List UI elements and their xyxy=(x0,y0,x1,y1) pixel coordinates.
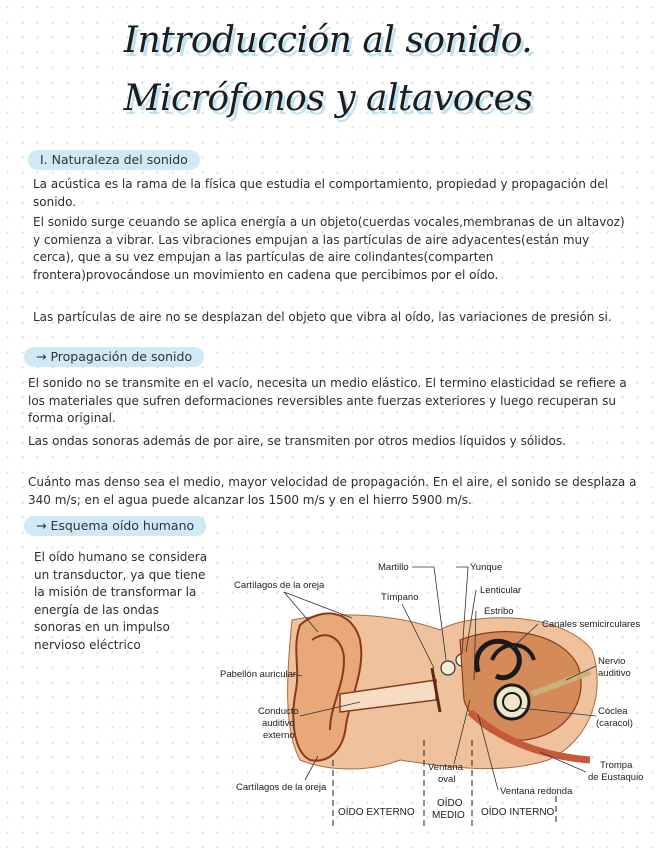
label-conducto-2: auditivo xyxy=(262,718,295,729)
section-heading-propagacion: → Propagación de sonido xyxy=(24,347,204,367)
label-canales-semicirculares: Canales semicirculares xyxy=(542,619,641,630)
label-oido-externo: OÍDO EXTERNO xyxy=(338,807,415,818)
label-estribo: Estribo xyxy=(484,606,514,617)
paragraph-propagacion-1: El sonido no se transmite en el vacío, necesita un medio elástico. El termino elasticidad se refiere a los materiales que sufren deformaciones reversibles ante fuerzas exteriores y luego recuperan su forma original. xyxy=(28,376,627,425)
paragraph-propagacion-2: Las ondas sonoras además de por aire, se transmiten por otros medios líquidos y sólidos. xyxy=(28,434,566,448)
label-nervio: Nervio xyxy=(598,656,626,667)
label-cartilagos-bottom: Cartílagos de la oreja xyxy=(236,782,327,793)
section-heading-naturaleza: I. Naturaleza del sonido xyxy=(28,150,200,170)
label-pabellon: Pabellón auricular xyxy=(220,669,297,680)
malleus xyxy=(441,661,455,675)
paragraph-naturaleza-1: La acústica es la rama de la física que estudia el comportamiento, propiedad y propagación del sonido. xyxy=(33,177,608,209)
label-auditivo: auditivo xyxy=(598,668,631,679)
label-cartilagos-top: Cartílagos de la oreja xyxy=(234,580,325,591)
label-eustaquio: de Eustaquio xyxy=(588,772,644,783)
paragraph-propagacion-3: Cuánto mas denso sea el medio, mayor velocidad de propagación. En el aire, el sonido se desplaza a 340 m/s; en el agua puede alcanzar los 1500 m/s y en el hierro 5900 m/s. xyxy=(28,475,637,507)
page-subtitle: Micrófonos y altavoces xyxy=(123,78,533,119)
paragraph-naturaleza-3: Las partículas de aire no se desplazan del objeto que vibra al oído, las variaciones de presión si. xyxy=(33,310,612,324)
page-title: Introducción al sonido. xyxy=(123,20,533,61)
paragraph-naturaleza-2: El sonido surge ceuando se aplica energía a un objeto(cuerdas vocales,membranas de un altavoz) y comienza a vibrar. Las vibraciones empujan a las partículas de aire adyacentes(están muy cerca), que a su vez empujan a las partículas de aire colindantes(comparten frontera)provocándose un movimiento en cadena que percibimos por el oído. xyxy=(33,215,625,282)
label-oido-medio-1: OÍDO xyxy=(437,798,463,809)
label-caracol: (caracol) xyxy=(596,718,633,729)
label-martillo: Martillo xyxy=(378,562,409,573)
paragraph-esquema: El oído humano se considera un transductor, ya que tiene la misión de transformar la energía de las ondas sonoras en un impulso nervioso eléctrico xyxy=(34,550,208,652)
cochlea xyxy=(495,685,529,719)
label-yunque: Yunque xyxy=(470,562,503,573)
label-ventana-oval-2: oval xyxy=(438,774,456,785)
label-oido-medio-2: MEDIO xyxy=(432,810,465,821)
label-ventana-oval-1: Ventana xyxy=(428,762,463,773)
label-oido-interno: OÍDO INTERNO xyxy=(481,807,555,818)
section-heading-esquema: → Esquema oído humano xyxy=(24,516,206,536)
label-conducto-3: externo xyxy=(263,730,295,741)
label-lenticular: Lenticular xyxy=(480,585,522,596)
label-trompa: Trompa xyxy=(600,760,633,771)
label-timpano: Tímpano xyxy=(381,592,419,603)
label-conducto: Conducto xyxy=(258,706,299,717)
label-coclea: Cóclea xyxy=(598,706,628,717)
label-ventana-redonda: Ventana redonda xyxy=(500,786,573,797)
